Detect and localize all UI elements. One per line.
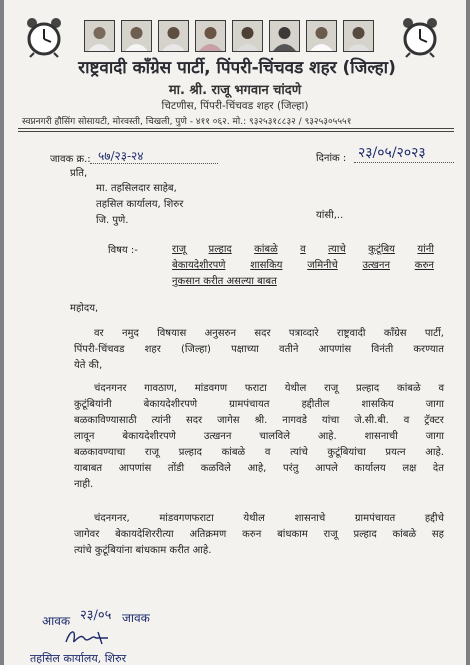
word: पार्टी, — [424, 328, 444, 339]
word: कांबळे — [254, 244, 278, 255]
stamp-aavak-label: आवक — [42, 614, 71, 628]
word: याबाबत — [74, 463, 103, 474]
word: प्रल्हाद — [356, 383, 380, 394]
word: राजू — [323, 529, 338, 540]
recipient-yansi: यांसी,.. — [316, 210, 344, 221]
para2-line-5 — [74, 444, 444, 458]
recipient-line-2: तहसिल कार्यालय, शिरुर — [96, 199, 184, 210]
leader-portrait — [158, 20, 189, 52]
word: श्री. — [254, 415, 268, 426]
ref-label: जावक क्र.: — [50, 154, 91, 165]
word: नागवडे — [282, 415, 307, 426]
word: तोंडी — [167, 463, 185, 474]
word: गावठाण, — [144, 383, 177, 394]
word: प्रल्हाद — [353, 529, 377, 540]
word: विषयास — [157, 328, 187, 339]
word: बळकावण्याचा — [74, 447, 126, 458]
word: यांनी — [417, 244, 434, 255]
leader-portrait — [84, 20, 115, 52]
para1-line-2 — [74, 341, 444, 355]
word: लक्ष — [402, 463, 417, 474]
word: बेकायदेशीरपणे — [122, 431, 176, 442]
word: राजू — [144, 447, 160, 458]
word: प्रयत्न — [385, 447, 406, 458]
word: जागेवर — [74, 529, 100, 540]
stamp-office: तहसिल कार्यालय, शिरुर — [30, 652, 127, 665]
word: बळकाविण्यासाठी — [74, 415, 137, 426]
ref-number: ५७/२३-२४ — [98, 149, 144, 163]
header-rule — [18, 128, 454, 129]
para1-line-1 — [94, 325, 444, 339]
recipient-line-1: मा. तहसिलदार साहेब, — [96, 183, 177, 194]
word: ट्रॅक्टर — [424, 415, 444, 426]
address-line: स्वप्ननगरी हौसिंग सोसायटी, मोरवस्ती, चिखली, पुणे - ४११ ०६२. मो.: ९३२५३१८८३२ / ९३२५३०५५५१ — [22, 117, 352, 127]
word: आहे, — [247, 463, 267, 474]
letter-page — [4, 0, 466, 665]
word: करुन — [414, 260, 434, 271]
word: जागा — [425, 431, 444, 442]
word: शासनाची — [364, 431, 398, 442]
word: लावून — [74, 431, 95, 442]
word: वर — [94, 328, 104, 339]
word: पक्षाच्या — [231, 344, 259, 355]
subject-line-1 — [172, 241, 434, 255]
para2-line-3 — [74, 412, 444, 426]
word: जे.सी.बी. — [354, 415, 389, 426]
signature-scribble — [62, 624, 132, 648]
subject-line-3: नुकसान करीत असल्या बाबत — [172, 276, 277, 287]
date-label: दिनांक : — [316, 153, 347, 164]
para3-line-2 — [74, 526, 444, 540]
header-rule — [18, 131, 454, 132]
word: (जिल्हा) — [180, 344, 211, 355]
word: येथील — [243, 513, 265, 524]
leader-portraits — [84, 20, 374, 52]
word: कांबळे — [392, 529, 417, 540]
word: वतीने — [279, 344, 299, 355]
word: सदर — [185, 415, 203, 426]
word: प्रल्हाद — [208, 244, 232, 255]
person-name: मा. श्री. राजू भगवान चांदणे — [168, 83, 302, 98]
clock-logo-right — [400, 16, 440, 58]
leader-portrait — [306, 20, 337, 52]
designation: चिटणीस, पिंपरी-चिंचवड शहर (जिल्हा) — [161, 100, 309, 112]
word: अतिक्रमण — [189, 529, 227, 540]
word: राष्ट्रवादी — [336, 328, 366, 339]
clock-logo-left — [24, 16, 64, 58]
word: कांबळे — [397, 383, 421, 394]
word: राजू — [324, 383, 339, 394]
word: देत — [432, 463, 444, 474]
para3-line-3: त्यांचे कुटूंबियांना बांधकाम करीत आहे. — [74, 545, 212, 556]
word: जागेस — [217, 415, 240, 426]
para2-line-7: नाही. — [74, 479, 94, 490]
word: सदर — [254, 328, 271, 339]
party-name-heading: राष्ट्रवादी कॉंग्रेस पार्टी, पिंपरी-चिंचवड शहर (जिल्हा) — [78, 58, 396, 78]
word: मांडवगणफराटा — [159, 513, 214, 524]
word: पिंपरी-चिंचवड — [74, 344, 125, 355]
word: शासकिय — [250, 260, 283, 271]
word: शासनाचे — [294, 513, 326, 524]
word: त्यांचे — [290, 447, 308, 458]
salutation: महोदय, — [70, 303, 99, 314]
stamp-date: २३/०५ — [80, 608, 112, 623]
word: यांचा — [321, 415, 340, 426]
word: प्रल्हाद — [178, 447, 202, 458]
word: आपणांस — [118, 463, 152, 474]
word: हद्दीचे — [424, 513, 444, 524]
word: कुटूंबियांचा — [327, 447, 366, 458]
word: आहे. — [317, 431, 337, 442]
word: जमिनीचे — [307, 260, 338, 271]
word: विनंती — [371, 344, 394, 355]
word: शहर — [144, 344, 161, 355]
word: त्याचे — [328, 244, 346, 255]
word: व — [300, 244, 306, 255]
word: कुटूंबियांनी — [74, 399, 112, 410]
leader-portrait — [343, 20, 374, 52]
word: सह — [431, 529, 444, 540]
word: कॉंग्रेस — [383, 328, 407, 339]
para2-line-6 — [74, 460, 444, 474]
word: बेकायदेशिररीत्या — [115, 529, 174, 540]
word: बांधकाम — [277, 529, 308, 540]
para2-line-2 — [74, 396, 444, 410]
word: अनुसरुन — [204, 328, 237, 339]
recipient-prati: प्रति, — [70, 168, 88, 179]
leader-portrait — [232, 20, 263, 52]
word: चंदनगनर — [94, 383, 127, 394]
word: कुटूंबिय — [368, 244, 395, 255]
date-dotted-line — [354, 162, 454, 163]
stamp-jaavak-label: जावक — [122, 611, 150, 625]
word: उत्खनन — [203, 431, 232, 442]
para2-line-1 — [94, 380, 444, 394]
word: परंतु — [282, 463, 299, 474]
word: बेकायदेशीरपणे — [172, 260, 226, 271]
word: आपणांस — [318, 344, 352, 355]
word: नमुद — [121, 328, 139, 339]
word: ग्रामपंचायत — [229, 399, 270, 410]
date-value: २३/०५/२०२३ — [358, 145, 426, 161]
word: शासकिय — [361, 399, 394, 410]
word: व — [438, 383, 444, 394]
word: पत्राव्दारे — [288, 328, 319, 339]
leader-portrait — [269, 20, 300, 52]
subject-label: विषय :- — [108, 245, 138, 256]
word: फराटा — [244, 383, 267, 394]
leader-portrait — [121, 20, 152, 52]
word: करण्यात — [413, 344, 444, 355]
word: व — [403, 415, 410, 426]
subject-line-2 — [172, 257, 434, 271]
para3-line-1 — [94, 510, 444, 524]
word: येथील — [284, 383, 307, 394]
word: करुन — [242, 529, 262, 540]
word: मांडवगण — [194, 383, 228, 394]
word: चालविले — [259, 431, 290, 442]
recipient-line-3: जि. पुणे. — [96, 215, 129, 226]
word: चंदनगनर, — [94, 513, 130, 524]
word: कळविले — [200, 463, 231, 474]
para2-line-4 — [74, 428, 444, 442]
word: उत्खनन — [362, 260, 391, 271]
word: आपले — [315, 463, 338, 474]
word: हद्दीतील — [301, 399, 330, 410]
word: व — [264, 447, 271, 458]
word: कार्यालय — [354, 463, 386, 474]
word: कांबळे — [221, 447, 246, 458]
word: राजू — [172, 244, 187, 255]
word: आहे. — [425, 447, 444, 458]
word: ग्रामपंचायत — [354, 513, 396, 524]
word: जागा — [425, 399, 444, 410]
para1-line-3: येते की, — [74, 360, 103, 371]
word: बेकायदेशीरपणे — [143, 399, 198, 410]
leader-portrait — [195, 20, 226, 52]
word: त्यांनी — [151, 415, 172, 426]
